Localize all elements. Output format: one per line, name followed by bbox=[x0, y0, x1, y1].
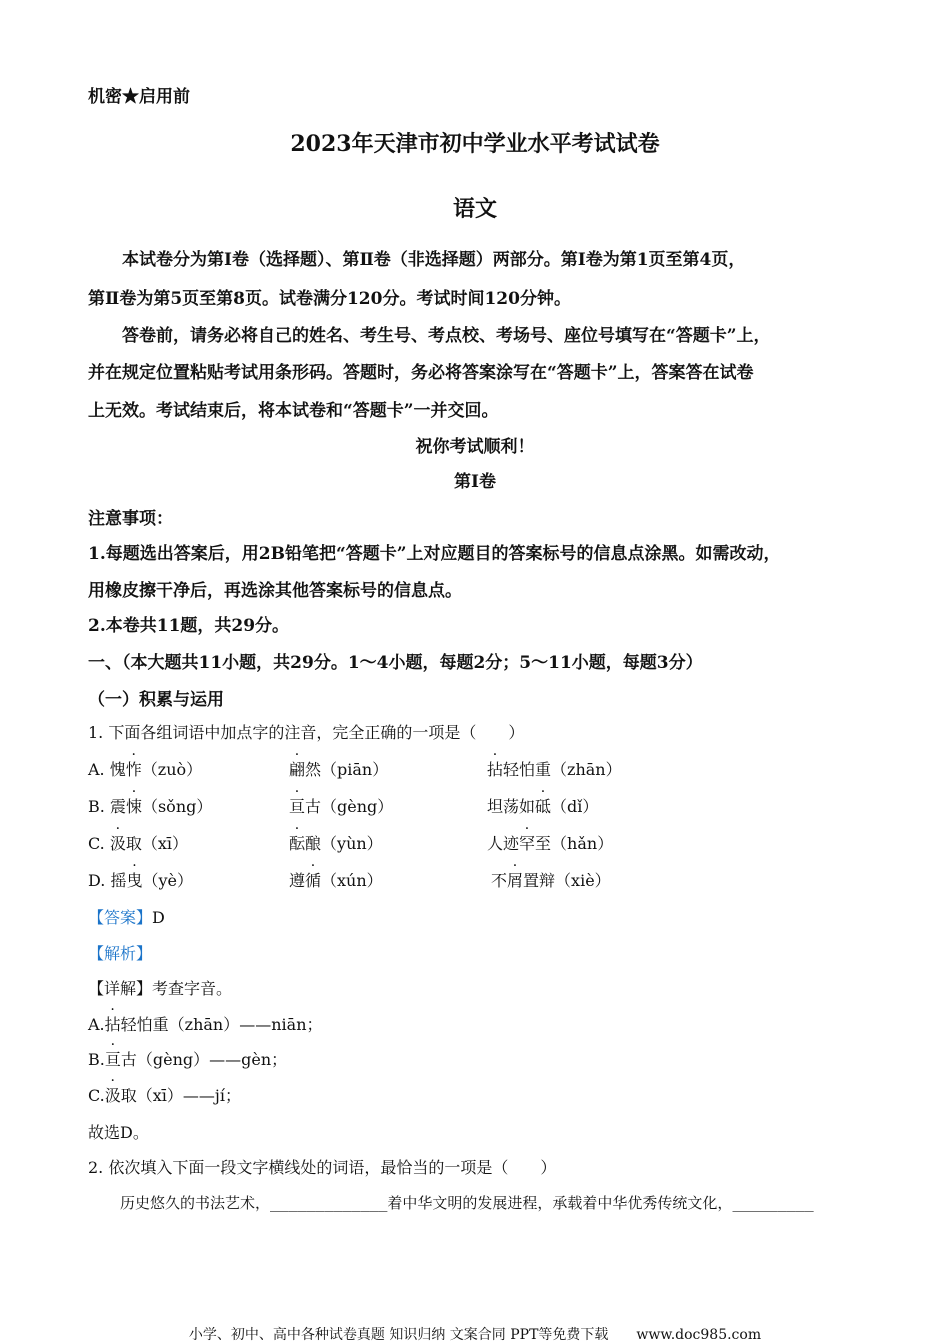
explanation-c: C.汲取（xī）——jí； bbox=[88, 1086, 242, 1105]
section-one-heading: 一、（本大题共11小题，共29分。1～4小题，每题2分；5～11小题，每题3分） bbox=[88, 653, 703, 673]
blank-2: _________ bbox=[732, 1194, 814, 1212]
notes-heading: 注意事项： bbox=[88, 509, 173, 529]
q1-option-c-word-3: 人迹罕至（hǎn） bbox=[487, 834, 614, 853]
wish-line: 祝你考试顺利！ bbox=[415, 437, 535, 457]
q1-option-a-word-3: 拈轻怕重（zhān） bbox=[487, 760, 622, 779]
secret-label: 机密★启用前 bbox=[88, 87, 190, 107]
footer-text: 小学、初中、高中各种试卷真题 知识归纳 文案合同 PPT等免费下载 www.doc985.com bbox=[188, 1327, 762, 1343]
q1-option-b-word-2: 亘古（gèng） bbox=[289, 797, 394, 816]
exam-subject: 语文 bbox=[452, 196, 497, 222]
q1-option-b-word-1: B. 震悚（sǒng） bbox=[88, 797, 213, 816]
blank-1: _____________ bbox=[270, 1194, 388, 1212]
q1-option-c-word-1: C. 汲取（xī） bbox=[88, 834, 189, 853]
q1-answer bbox=[88, 905, 165, 928]
q1-option-a-word-1: A. 愧怍（zuò） bbox=[88, 760, 203, 779]
volume-label: 第Ⅰ卷 bbox=[454, 472, 496, 492]
intro-line-4: 并在规定位置粘贴考试用条形码。答题时，务必将答案涂写在“答题卡”上，答案答在试卷 bbox=[88, 363, 754, 383]
q1-option-c-word-2: 酝酿（yùn） bbox=[289, 834, 383, 853]
exam-title: 2023年天津市初中学业水平考试试卷 bbox=[290, 131, 660, 157]
explanation-a: A.拈轻怕重（zhān）——niān； bbox=[88, 1015, 323, 1034]
conclusion-line: 故选D。 bbox=[88, 1123, 149, 1142]
intro-line-2: 第Ⅱ卷为第5页至第8页。试卷满分120分。考试时间120分钟。 bbox=[88, 289, 571, 309]
q1-option-d-word-2: 遵循（xún） bbox=[289, 871, 383, 890]
question-2-stem: 2. 依次填入下面一段文字横线处的词语，最恰当的一项是（ ） bbox=[88, 1158, 557, 1177]
question-2-passage: 历史悠久的书法艺术，_____________着中华文明的发展进程，承载着中华优秀传统文化，_________ bbox=[120, 1194, 814, 1212]
subsection-heading: （一）积累与运用 bbox=[88, 690, 224, 710]
intro-line-1: 本试卷分为第Ⅰ卷（选择题）、第Ⅱ卷（非选择题）两部分。第Ⅰ卷为第1页至第4页， bbox=[122, 250, 746, 270]
q1-option-d-word-1: D. 摇曳（yè） bbox=[88, 871, 193, 890]
question-1-stem: 1. 下面各组词语中加点字的注音，完全正确的一项是（ ） bbox=[88, 723, 525, 742]
intro-line-3: 答卷前，请务必将自己的姓名、考生号、考点校、考场号、座位号填写在“答题卡”上， bbox=[122, 326, 771, 346]
intro-line-5: 上无效。考试结束后，将本试卷和“答题卡”一并交回。 bbox=[88, 401, 499, 421]
explanation-b: B.亘古（gèng）——gèn； bbox=[88, 1050, 288, 1069]
answer-tag: 【答案】 bbox=[88, 908, 153, 927]
note-2: 2.本卷共11题，共29分。 bbox=[88, 616, 290, 636]
q1-option-b-word-3: 坦荡如砥（dǐ） bbox=[487, 797, 599, 816]
q1-option-a-word-2: 翩然（piān） bbox=[289, 760, 389, 779]
detail-line: 【详解】考查字音。 bbox=[88, 979, 233, 998]
q1-option-d-word-3: 不屑置辩（xiè） bbox=[491, 871, 611, 890]
note-1a: 1.每题选出答案后，用2B铅笔把“答题卡”上对应题目的答案标号的信息点涂黑。如需改动， bbox=[88, 544, 781, 564]
answer-value: D bbox=[152, 908, 165, 927]
analysis-tag: 【解析】 bbox=[88, 944, 153, 963]
note-1b: 用橡皮擦干净后，再选涂其他答案标号的信息点。 bbox=[88, 581, 462, 601]
